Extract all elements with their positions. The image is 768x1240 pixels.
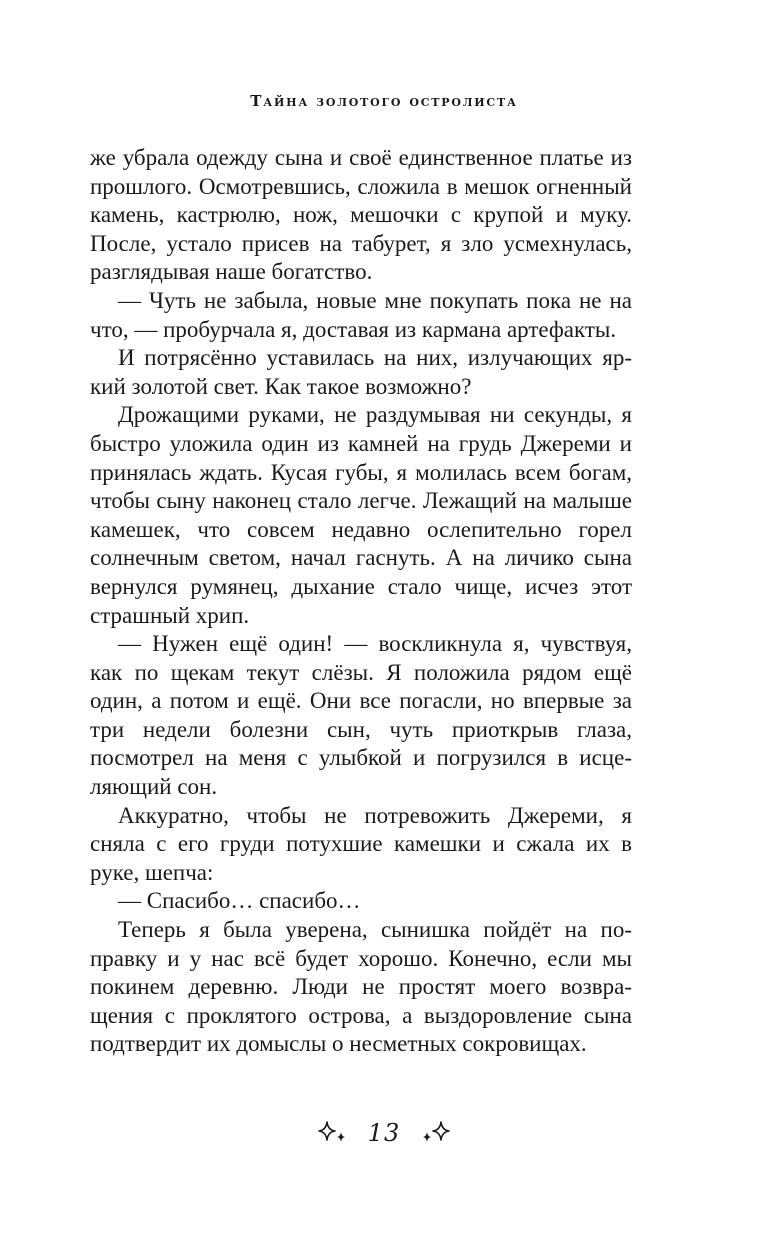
paragraph: — Чуть не забыла, новые мне покупать пока не на что, — пробурчала я, доставая из кармана артефакты. (90, 287, 632, 342)
paragraph: Дрожащими руками, не раздумывая ни секунды, я быстро уложила один из камней на грудь Джереми и принялась ждать. Кусая губы, я молилась всем богам, чтобы сыну наконец стало легче. Лежащий на малыше камешек, что совсем недавно ослепительно горел солнечным светом, начал гаснуть. А на личико сына вернулся румянец, дыхание стало чище, исчез этот страшный хрип. (90, 402, 632, 628)
paragraph: И потрясённо уставилась на них, излучающих яркий золотой свет. Как такое возможно? (90, 345, 632, 399)
page-footer (0, 1118, 768, 1148)
paragraph: — Спасибо… спасибо… (118, 888, 361, 914)
running-head: Тайна золотого остролиста (250, 92, 518, 110)
paragraph: — Нужен ещё один! — воскликнула я, чувствуя, как по щекам текут слёзы. Я положила рядом ещё один, а потом и ещё. Они все погасли, но впервые за три недели болезни сын, чуть приоткрыв глаза, посмотрел на меня с улыбкой и погрузился в исцеляющий сон. (90, 631, 632, 800)
page-body (90, 144, 632, 1059)
page-number: 13 (367, 1119, 401, 1147)
sparkle-ornament-left-icon (316, 1118, 350, 1148)
sparkle-ornament-right-icon (418, 1118, 452, 1148)
paragraph: Аккуратно, чтобы не потревожить Джереми, я сняла с его груди потухшие камешки и сжала их в руке, шепча: (90, 802, 632, 885)
paragraph: же убрала одежду сына и своё единственное платье из прошлого. Осмотревшись, сложила в мешок огненный камень, кастрюлю, нож, мешочки с крупой и муку. После, устало присев на табурет, я зло усмехнулась, разглядывая наше богатство. (90, 145, 632, 285)
paragraph: Теперь я была уверена, сынишка пойдёт на поправку и у нас всё будет хорошо. Конечно, если мы покинем деревню. Люди не простят моего возвращения с проклятого острова, а выздоровление сына подтвердит их домыслы о несметных сокровищах. (90, 917, 632, 1057)
